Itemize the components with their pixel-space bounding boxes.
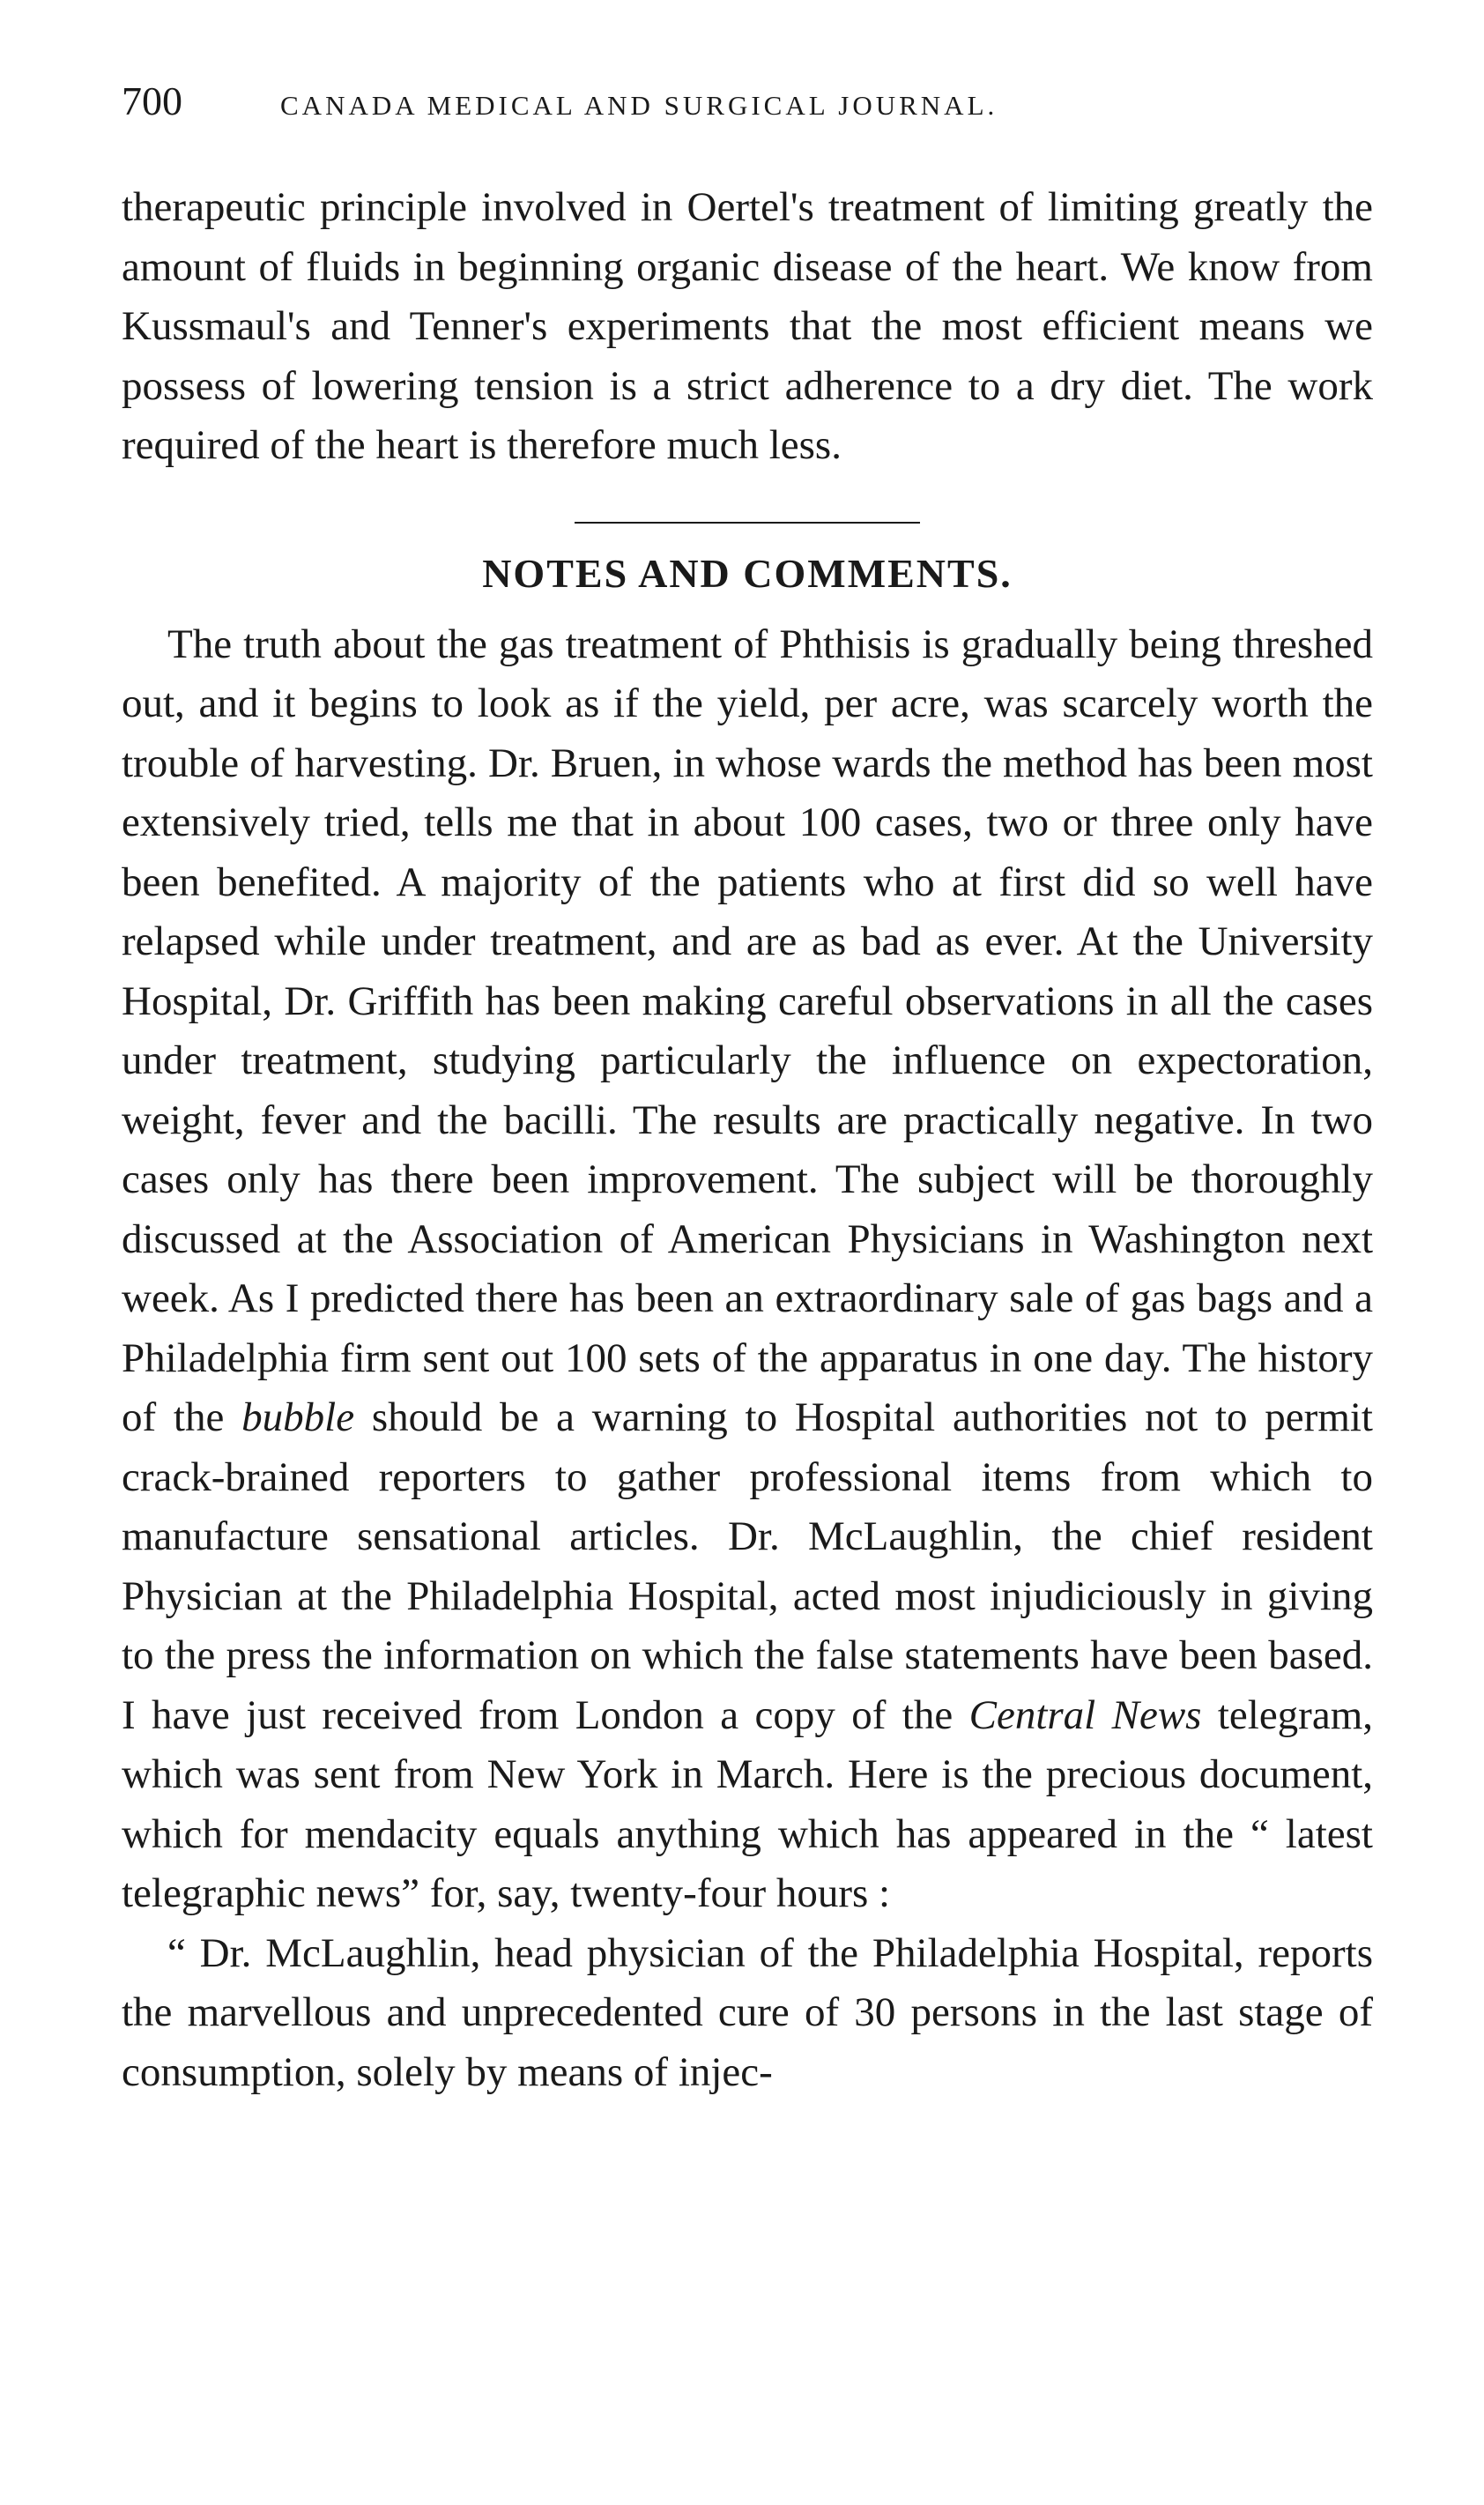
notes-paragraph	[122, 615, 1373, 1924]
italic-central-news: Central News	[968, 1691, 1202, 1738]
continued-paragraph: therapeutic principle involved in Oertel's treatment of limiting greatly the amount of fluids in beginning organic disease of the heart. We know from Kussmaul's and Tenner's experiments that the most efficient means we possess of lowering tension is a strict adherence to a dry diet. The work required of the heart is therefore much less.	[122, 184, 1373, 468]
notes-text-part-1: The truth about the gas treatment of Phthisis is gradually being threshed out, and it begins to look as if the yield, per acre, was scarcely worth the trouble of harvesting. Dr. Bruen, in whose wards the method has been most extensively tried, tells me that in about 100 cases, two or three only have been benefited. A majority of the patients who at first did so well have relapsed while under treatment, and are as bad as ever. At the University Hospital, Dr. Griffith has been making careful observations in all the cases under treatment, studying particularly the influence on expectoration, weight, fever and the bacilli. The results are practically negative. In two cases only has there been improvement. The subject will be thoroughly discussed at the Association of American Physicians in Washington next week. As I predicted there has been an extraordinary sale of gas bags and a Philadelphia firm sent out 100 sets of the apparatus in one day. The history of the	[122, 621, 1373, 1440]
italic-bubble: bubble	[241, 1394, 355, 1440]
quoted-telegram-paragraph: “ Dr. McLaughlin, head physician of the Philadelphia Hospital, reports the marvellous and unprecedented cure of 30 persons in the last stage of consumption, solely by means of injec-	[122, 1929, 1373, 2095]
running-title: CANADA MEDICAL AND SURGICAL JOURNAL.	[280, 90, 998, 121]
page-header	[122, 78, 1373, 139]
notes-text-part-2: should be a warning to Hospital authorities not to permit crack-brained reporters to gather professional items from which to manufacture sensational articles. Dr. McLaughlin, the chief resident Physician at the Philadelphia Hospital, acted most injudiciously in giving to the press the information on which the false statements have been based. I have just received from London a copy of the	[122, 1394, 1373, 1738]
notes-text-part-3: telegram, which was sent from New York in March. Here is the precious document, which for mendacity equals anything which has appeared in the “ latest telegraphic news” for, say, twenty-four hours :	[122, 1691, 1374, 1916]
page-number: 700	[122, 78, 182, 123]
section-heading: NOTES AND COMMENTS.	[482, 550, 1013, 596]
journal-page	[122, 78, 1373, 2102]
section-divider	[575, 522, 920, 524]
